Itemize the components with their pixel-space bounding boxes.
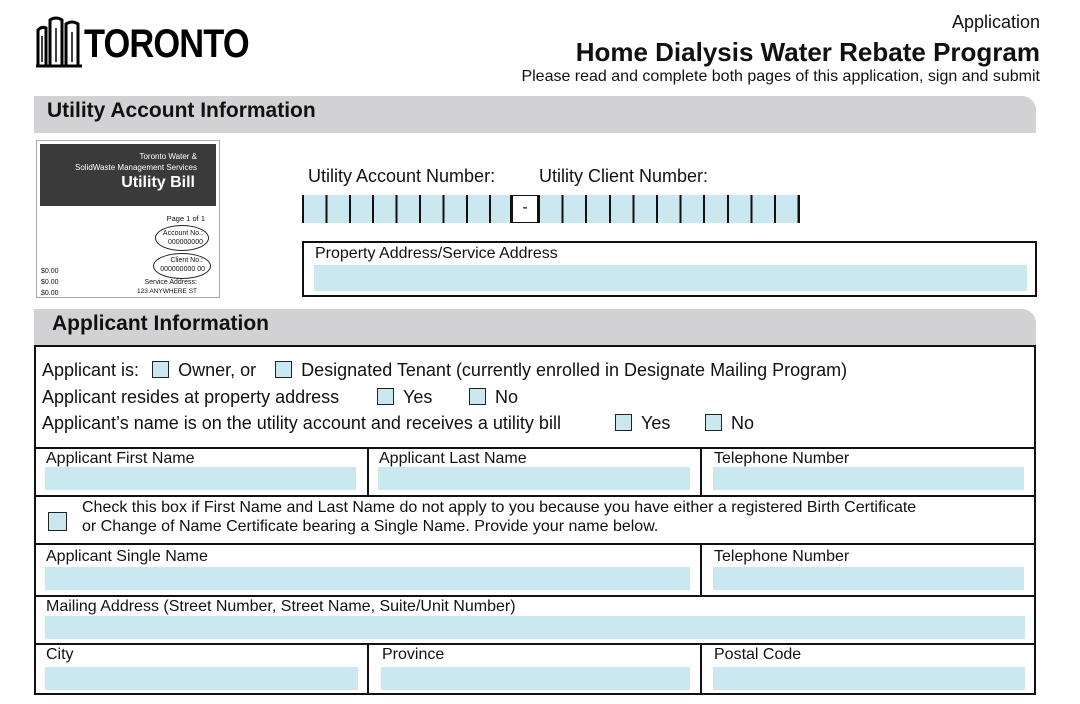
tenant-checkbox[interactable]	[275, 361, 292, 378]
first-name-label: Applicant First Name	[46, 450, 195, 467]
single-telephone-label: Telephone Number	[714, 548, 850, 565]
resides-no-checkbox[interactable]	[469, 388, 486, 405]
bill-title: Utility Bill	[121, 174, 195, 191]
single-name-checkbox[interactable]	[48, 512, 67, 531]
single-telephone-input[interactable]	[713, 567, 1024, 590]
applicant-is-label: Applicant is:	[42, 360, 140, 380]
resides-yes-label: Yes	[403, 387, 433, 407]
resides-yes	[377, 387, 432, 408]
bill-client-label: Client No.:	[170, 257, 203, 264]
city-label: City	[46, 646, 74, 663]
bill-account-label: Account No.:	[162, 230, 203, 237]
bill-account-oval	[155, 225, 209, 251]
bill-client-value: 000000000 00	[160, 266, 205, 273]
first-name-input[interactable]	[45, 467, 356, 490]
resides-no	[469, 387, 518, 408]
instructions-text: Please read and complete both pages of this application, sign and submit	[521, 68, 1040, 85]
city-input[interactable]	[45, 667, 358, 690]
property-address-input[interactable]	[314, 265, 1027, 291]
divider	[700, 447, 702, 495]
divider	[34, 447, 1036, 449]
postal-code-input[interactable]	[713, 667, 1025, 690]
last-name-label: Applicant Last Name	[379, 450, 527, 467]
logo-text: TORONTO	[84, 22, 249, 66]
tenant-option-label: Designated Tenant (currently enrolled in Designate Mailing Program)	[301, 360, 848, 380]
bill-amount: $0.00	[41, 290, 59, 297]
postal-code-label: Postal Code	[714, 646, 802, 663]
applicant-is-row	[42, 360, 847, 381]
divider	[34, 543, 1036, 545]
bill-account-value: 000000000	[167, 239, 203, 246]
divider	[34, 495, 1036, 497]
divider	[700, 543, 702, 595]
resides-yes-checkbox[interactable]	[377, 388, 394, 405]
name-on-account-label: Applicant’s name is on the utility account and receives a utility bill	[42, 413, 561, 433]
name-on-account-yes-checkbox[interactable]	[615, 414, 632, 431]
bill-amount: $0.00	[41, 279, 59, 286]
utility-bill-sample	[36, 140, 220, 298]
resides-label: Applicant resides at property address	[42, 387, 340, 407]
divider	[367, 447, 369, 495]
bill-service-label: Service Address:	[144, 279, 197, 286]
toronto-logo	[36, 14, 249, 70]
single-name-label: Applicant Single Name	[46, 548, 208, 565]
mailing-address-label: Mailing Address (Street Number, Street Name, Suite/Unit Number)	[46, 598, 516, 615]
name-on-account-no	[705, 413, 754, 434]
owner-option-label: Owner, or	[178, 360, 257, 380]
application-label: Application	[951, 12, 1040, 32]
owner-checkbox[interactable]	[152, 361, 169, 378]
property-address-label: Property Address/Service Address	[315, 245, 558, 262]
name-on-account-yes	[615, 413, 670, 434]
resides-no-label: No	[495, 387, 519, 407]
last-name-input[interactable]	[378, 467, 690, 490]
account-client-separator	[512, 195, 538, 223]
divider	[367, 643, 369, 695]
bill-org-line1: Toronto Water &	[139, 152, 197, 161]
telephone-input[interactable]	[713, 467, 1024, 490]
divider	[34, 643, 1036, 645]
name-on-account-no-checkbox[interactable]	[705, 414, 722, 431]
account-number-input[interactable]	[302, 195, 512, 223]
bill-service-value: 123 ANYWHERE ST	[137, 288, 197, 295]
name-on-account-yes-label: Yes	[641, 413, 671, 433]
province-label: Province	[382, 646, 445, 663]
name-on-account-no-label: No	[731, 413, 755, 433]
city-hall-icon	[36, 16, 82, 68]
bill-amount: $0.00	[41, 268, 59, 275]
client-number-label: Utility Client Number:	[539, 166, 709, 186]
client-number-input[interactable]	[538, 195, 800, 223]
mailing-address-input[interactable]	[45, 616, 1025, 639]
bill-page: Page 1 of 1	[166, 214, 205, 223]
telephone-label: Telephone Number	[714, 450, 850, 467]
separator-text: -	[522, 199, 528, 216]
province-input[interactable]	[381, 667, 690, 690]
bill-org-line2: SolidWaste Management Services	[75, 163, 197, 172]
divider	[34, 595, 1036, 597]
single-name-input[interactable]	[45, 567, 690, 590]
single-name-note-line1: Check this box if First Name and Last Name do not apply to you because you have either a registered Birth Certificate	[82, 499, 917, 516]
utility-section-title: Utility Account Information	[47, 99, 316, 122]
account-number-label: Utility Account Number:	[308, 166, 496, 186]
single-name-note-line2: or Change of Name Certificate bearing a Single Name. Provide your name below.	[82, 518, 659, 535]
page-title: Home Dialysis Water Rebate Program	[575, 37, 1040, 67]
applicant-section-title: Applicant Information	[52, 312, 269, 335]
divider	[700, 643, 702, 695]
